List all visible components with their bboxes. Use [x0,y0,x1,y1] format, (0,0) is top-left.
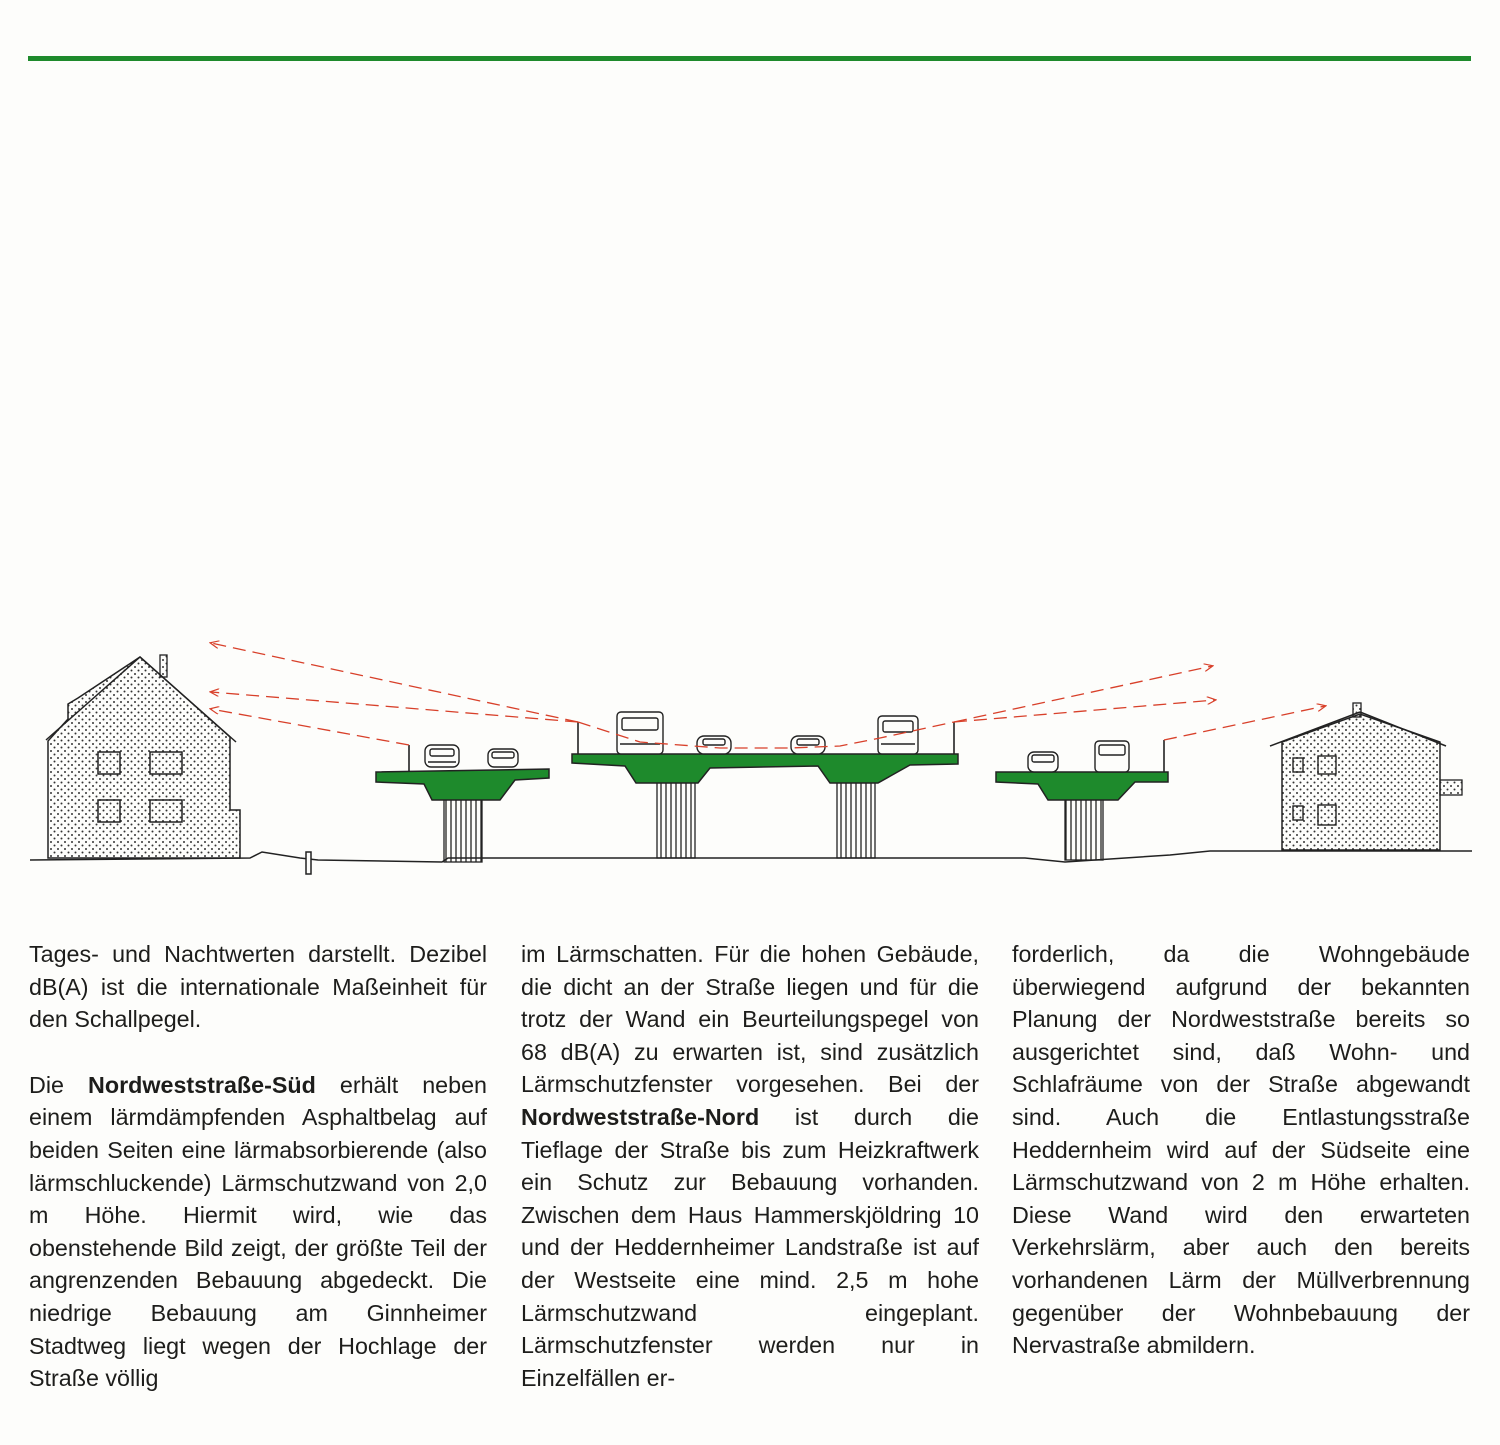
road-noise-cross-section-diagram [0,600,1500,900]
paragraph [29,938,487,1036]
house-right-icon [1270,703,1462,850]
text-run: Tages- und Nachtwerten darstellt. Dezibel dB(A) ist die internationale Maßeinheit für den Schallpegel. [29,941,487,1033]
paragraph [1012,938,1470,1362]
bus-icon [617,712,663,754]
text-run: Die [29,1071,89,1098]
paragraph [29,1069,487,1395]
ground-line [30,851,1472,874]
text-column-3 [1012,938,1470,1395]
text-run: im Lärmschatten. Für die hohen Gebäude, die dicht an der Straße liegen und für die trotz der Wand ein Beurteilungspegel von 68 dB(A) zu erwarten ist, sind zusätzlich Lärmschutzfenster vorgesehen. Bei der [521,941,979,1098]
house-left-icon [46,655,240,858]
car-icon [425,745,459,767]
text-column-1 [29,938,487,1428]
text-run: ist durch die Tieflage der Straße bis zum Heizkraftwerk ein Schutz zur Bebauung vorhanden. Zwischen dem Haus Hammerskjöldring 10 und der Heddernheimer Landstraße ist auf der Westseite eine mind. 2,5 m hohe Lärmschutzwand eingeplant. Lärmschutzfenster werden nur in Einzelfällen er- [521,1103,979,1391]
bold-term: Nordweststraße-Nord [521,1103,760,1130]
text-run: forderlich, da die Wohngebäude überwiegend aufgrund der bekannten Planung der Nordweststraße bereits so ausgerichtet sind, daß Wohn- und Schlafräume von der Straße abgewandt sind. Auch die Entlastungsstraße Heddernheim wird auf der Südseite eine Lärmschutzwand von 2 m Höhe erhalten. Diese Wand wird den erwarteten Verkehrslärm, aber auch den bereits vorhandenen Lärm der Müllverbrennung gegenüber der Wohnbebauung der Nervastraße abmildern. [1012,941,1470,1359]
van-icon [878,716,918,754]
car-icon [1028,752,1058,772]
car-icon [791,736,825,754]
van-icon [1095,741,1129,772]
car-icon [697,736,731,754]
top-green-rule [28,56,1471,61]
noise-propagation-rays [211,643,1325,748]
bridge-piers [444,781,1103,862]
text-column-2 [521,938,979,1427]
car-icon [488,749,518,767]
paragraph [521,938,979,1394]
bold-term: Nordweststraße-Süd [88,1071,316,1098]
text-run: erhält neben einem lärmdämpfenden Asphaltbelag auf beiden Seiten eine lärmabsorbierende (also lärmschluckende) Lärmschutzwand von 2,0 m Höhe. Hiermit wird, wie das obenstehende Bild zeigt, der größte Teil der angrenzenden Bebauung abgedeckt. Die niedrige Bebauung am Ginnheimer Stadtweg liegt wegen der Hochlage der Straße völlig [29,1071,487,1392]
